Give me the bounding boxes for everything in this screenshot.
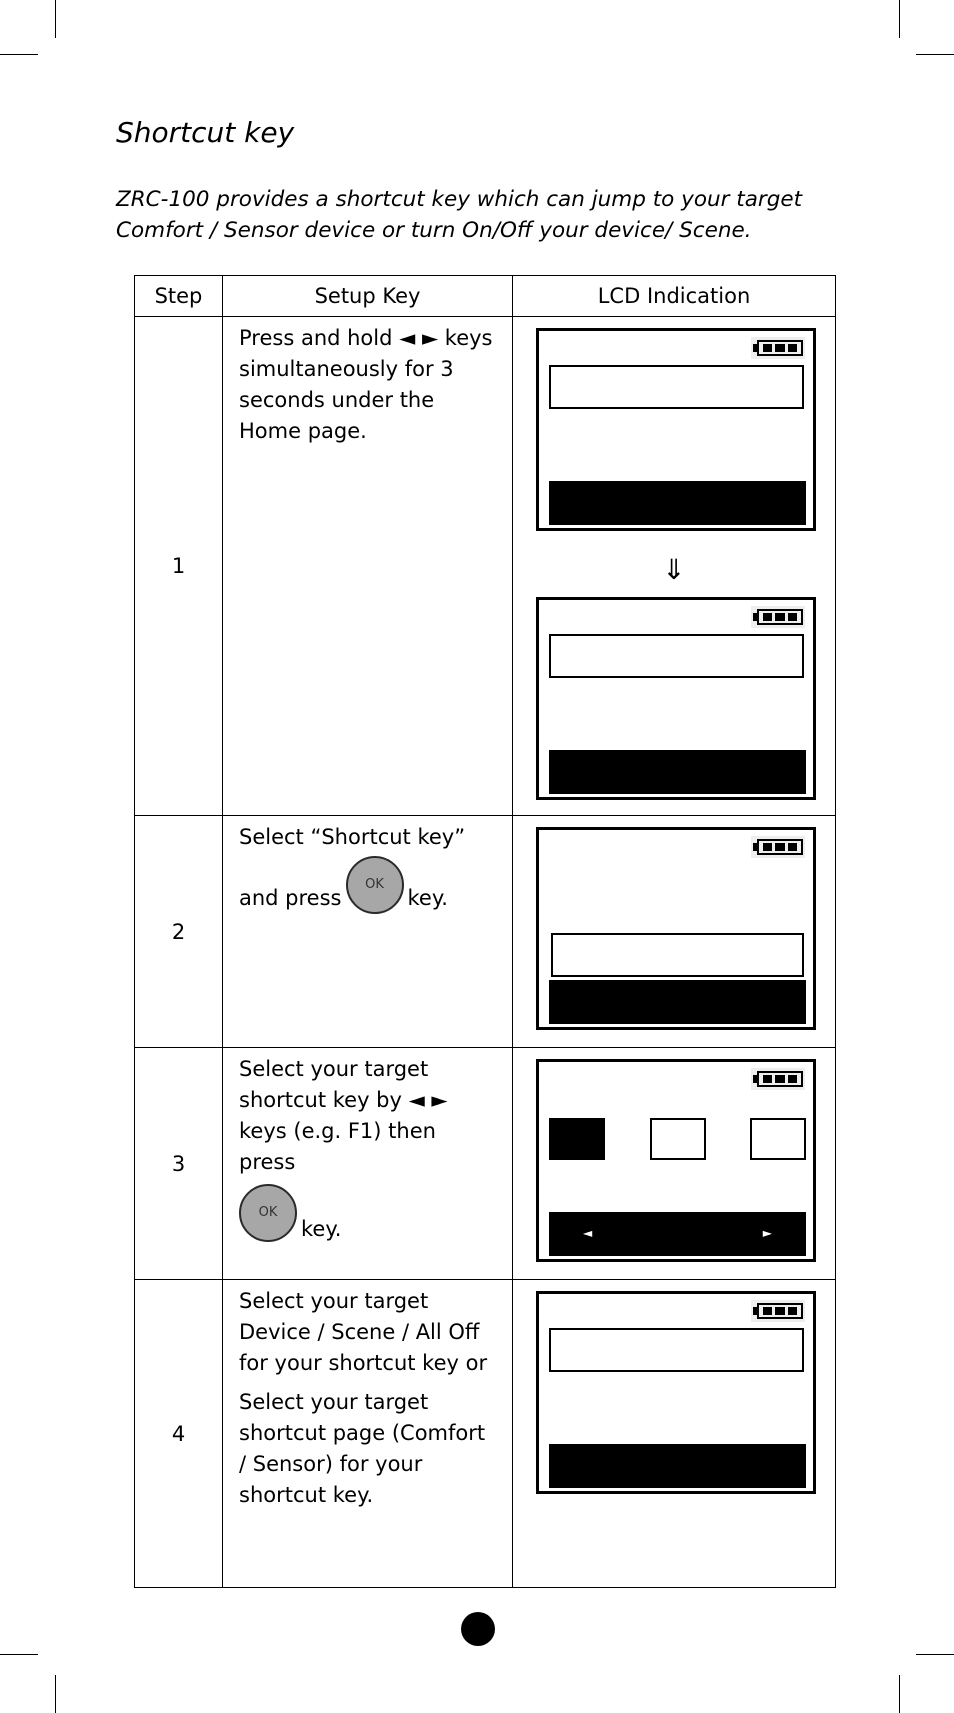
crop-mark [899,1675,900,1713]
lcd-screen [536,1059,816,1262]
lcd-screen [536,1291,816,1494]
lcd-softkey-bar [549,980,806,1024]
step-number: 4 [135,1280,223,1588]
crop-mark [0,1654,38,1655]
table-header-row [135,276,836,317]
ok-key-icon: OK [346,856,404,914]
setup-key-cell [223,317,513,816]
battery-icon [751,1068,805,1090]
crop-mark [916,54,954,55]
step-number: 2 [135,816,223,1048]
instruction-line: simultaneously for 3 [239,357,454,381]
instruction-line: Select your target [239,1057,429,1081]
lcd-cell [513,1048,836,1280]
intro-line: ZRC-100 provides a shortcut key which can jump to your target [116,187,803,212]
lcd-cell [513,317,836,816]
right-arrow-icon: ► [762,1226,772,1240]
instruction-text: key. [407,886,448,910]
shortcut-slot [750,1118,806,1160]
instruction-text: key. [301,1217,342,1241]
instruction-line: Home page. [239,419,367,443]
table-row [135,317,836,816]
intro-paragraph [116,184,836,246]
lcd-highlight-field [551,933,804,977]
header-lcd: LCD Indication [513,276,836,317]
lcd-highlight-field [549,634,804,678]
step-number: 1 [135,317,223,816]
page-marker [461,1612,495,1646]
setup-key-cell [223,1048,513,1280]
instruction-line: seconds under the [239,388,435,412]
lcd-screen [536,597,816,800]
setup-key-cell [223,816,513,1048]
steps-table [134,275,836,1588]
table-row [135,816,836,1048]
battery-icon [751,836,805,858]
instruction-line: Press and hold ◄ ► keys [239,326,493,350]
battery-icon [751,606,805,628]
lcd-softkey-bar [549,1444,806,1488]
crop-mark [55,1675,56,1713]
lcd-screen [536,827,816,1030]
lcd-softkey-bar [549,750,806,794]
instruction-text: and press [239,886,342,910]
battery-icon [751,1300,805,1322]
crop-mark [0,54,38,55]
lcd-cell [513,1280,836,1588]
instruction-line: shortcut key by ◄ ► [239,1088,448,1112]
crop-mark [55,0,56,38]
lcd-highlight-field [549,365,804,409]
lcd-screen [536,328,816,531]
left-arrow-icon: ◄ [583,1226,593,1240]
ok-key-icon: OK [239,1184,297,1242]
lcd-cell [513,816,836,1048]
instruction-line: keys (e.g. F1) then press [239,1119,436,1174]
down-arrow-icon: ⇓ [662,553,686,586]
instruction-paragraph: Select your target shortcut page (Comfort / Sensor) for your shortcut key. [239,1390,486,1507]
table-row [135,1280,836,1588]
instruction-paragraph: Select your target Device / Scene / All Off for your shortcut key or [239,1289,488,1375]
crop-mark [916,1654,954,1655]
crop-mark [899,0,900,38]
shortcut-slot [650,1118,706,1160]
lcd-highlight-field [549,1328,804,1372]
header-setup-key: Setup Key [223,276,513,317]
shortcut-slot-selected [549,1118,605,1160]
instruction-line: Select “Shortcut key” [239,825,466,849]
page-title: Shortcut key [116,116,295,149]
table-row [135,1048,836,1280]
setup-key-cell [223,1280,513,1588]
lcd-softkey-bar [549,481,806,525]
lcd-softkey-bar [549,1212,806,1256]
header-step: Step [135,276,223,317]
intro-line: Comfort / Sensor device or turn On/Off your device/ Scene. [116,218,752,243]
battery-icon [751,337,805,359]
step-number: 3 [135,1048,223,1280]
